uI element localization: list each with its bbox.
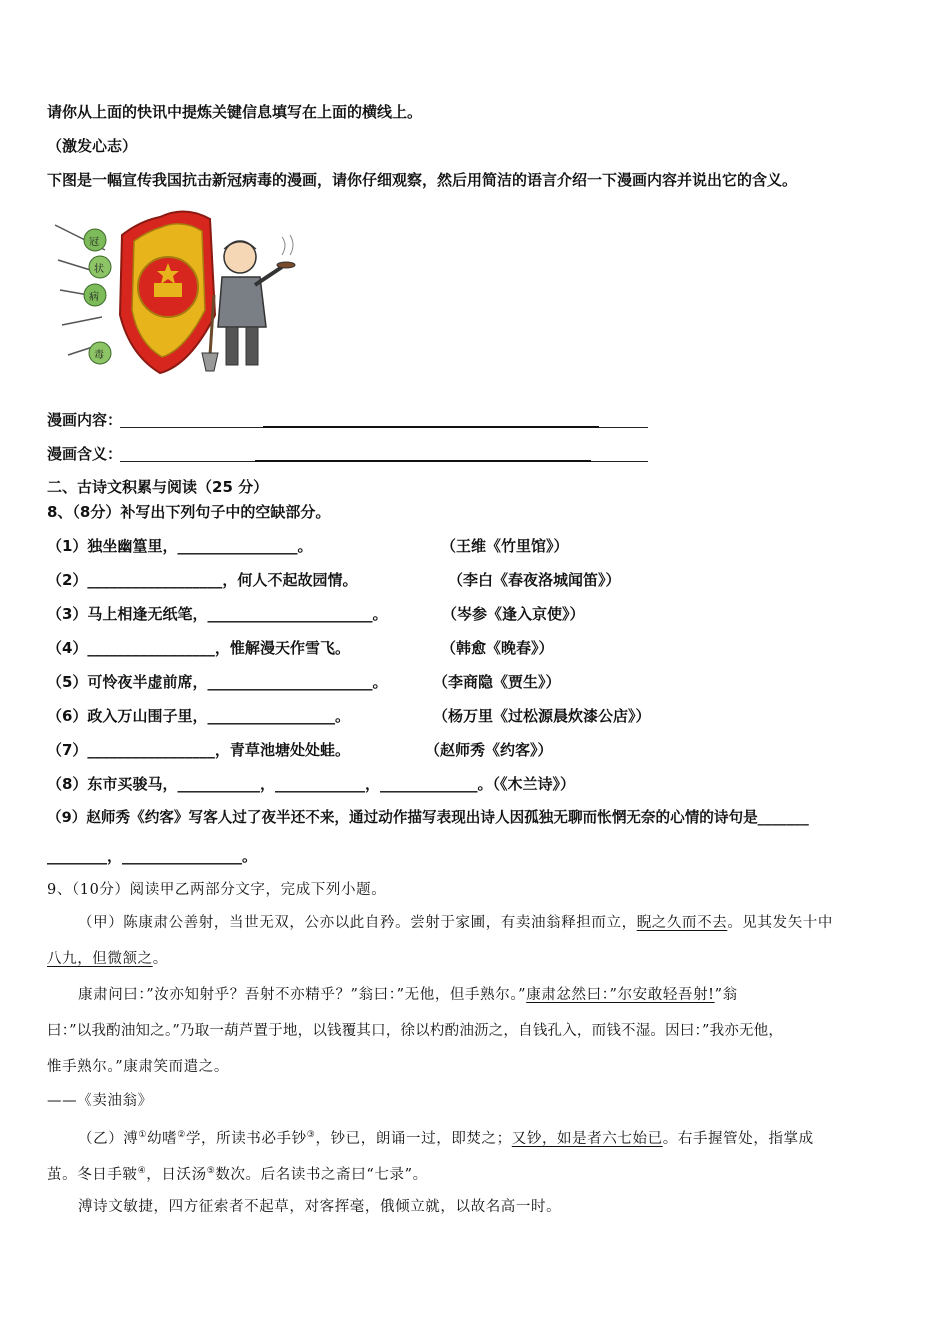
instruction-line-1: 请你从上面的快讯中提炼关键信息填写在上面的横线上。 — [47, 103, 423, 121]
instruction-line-2: 下图是一幅宣传我国抗击新冠病毒的漫画，请你仔细观察，然后用简洁的语言介绍一下漫画内容并说出它的含义。 — [47, 171, 798, 189]
jia-para-1-line-1: （甲）陈康肃公善射，当世无双，公亦以此自矜。尝射于家圃，有卖油翁释担而立，睨之久而不去。见其发矢十中 — [78, 915, 834, 931]
yi-para-1-line-1: （乙）溥①幼嗜②学，所读书必手钞③，钞已，朗诵一过，即焚之；又钞，如是者六七始已。右手握管处，指掌成 — [78, 1130, 814, 1147]
q8-item-5-source: （李商隐《贾生》） — [433, 673, 561, 691]
cartoon-meaning-line-bold — [255, 460, 591, 462]
q8-item-3-source: （岑参《逢入京使》） — [442, 605, 585, 623]
yi-para-2: 溥诗文敏捷，四方征索者不起草，对客挥毫，俄倾立就，以故名高一时。 — [78, 1199, 562, 1215]
virus-char-4: 毒 — [94, 350, 104, 361]
jia-para-2-line-3: 惟手熟尔。”康肃笑而遣之。 — [47, 1059, 229, 1075]
question-8-title: 8、（8分）补写出下列句子中的空缺部分。 — [47, 503, 331, 521]
q8-item-1: （1）独坐幽篁里，________________。 — [47, 537, 313, 555]
q8-item-6-source: （杨万里《过松源晨炊漆公店》） — [433, 707, 651, 725]
jia-para-2-line-2: 曰：”以我酌油知之。”乃取一葫芦置于地，以钱覆其口，徐以杓酌油沥之，自钱孔入，而钱不湿。因曰：”我亦无他， — [47, 1023, 784, 1039]
cartoon-content-line-bold — [263, 426, 599, 428]
q8-item-9-line-2: ________，________________。 — [47, 847, 258, 865]
jia-para-1-line-2: 八九，但微颔之。 — [47, 951, 168, 967]
section-2-title: 二、古诗文积累与阅读（25 分） — [47, 478, 269, 496]
cartoon-man — [202, 235, 295, 371]
jia-source: ——《卖油翁》 — [47, 1093, 153, 1109]
q8-item-6: （6）政入万山围子里，_________________。 — [47, 707, 350, 725]
jia-para-2-line-1: 康肃问曰：”汝亦知射乎？吾射不亦精乎？”翁曰：”无他，但手熟尔。”康肃忿然曰：”尔安敢轻吾射!”翁 — [78, 987, 738, 1003]
virus-char-1: 冠 — [89, 237, 99, 248]
virus-char-3: 病 — [89, 292, 99, 303]
q8-item-2-source: （李白《春夜洛城闻笛》） — [448, 571, 621, 589]
q8-item-2: （2）__________________，何人不起故园情。 — [47, 571, 358, 589]
anti-covid-cartoon — [50, 205, 300, 375]
q8-item-9-line-1: （9）赵师秀《约客》写客人过了夜半还不来，通过动作描写表现出诗人因孤独无聊而怅惘无奈的心情的诗句是_______ — [47, 809, 809, 826]
q8-item-3: （3）马上相逢无纸笔，______________________。 — [47, 605, 388, 623]
q8-item-1-source: （王维《竹里馆》） — [441, 537, 569, 555]
underlined-phrase-4: 又钞，如是者六七始已 — [511, 1130, 663, 1147]
virus-char-2: 状 — [94, 264, 104, 275]
q8-item-7: （7）_________________，青草池塘处处蛙。 — [47, 741, 350, 759]
underlined-phrase-3: 康肃忿然曰：”尔安敢轻吾射! — [526, 987, 715, 1003]
cartoon-meaning-label: 漫画含义： — [47, 445, 123, 463]
yi-para-1-line-2: 茧。冬日手皲④，日沃汤⑤数次。后名读书之斋曰“七录”。 — [47, 1166, 428, 1183]
national-emblem-shield — [120, 211, 215, 373]
q8-item-4-source: （韩愈《晚春》） — [441, 639, 554, 657]
section-subtitle: （激发心志） — [47, 137, 138, 155]
underlined-phrase-1: 睨之久而不去 — [636, 915, 728, 931]
q8-item-7-source: （赵师秀《约客》） — [425, 741, 553, 759]
question-9-title: 9、（10分）阅读甲乙两部分文字，完成下列小题。 — [47, 882, 387, 898]
q8-item-8: （8）东市买骏马，___________，____________，_____________。（《木兰诗》） — [47, 775, 575, 793]
cartoon-content-label: 漫画内容： — [47, 411, 123, 429]
q8-item-5: （5）可怜夜半虚前席，______________________。 — [47, 673, 388, 691]
q8-item-4: （4）_________________，惟解漫天作雪飞。 — [47, 639, 350, 657]
underlined-phrase-2: 八九，但微颔之 — [47, 951, 153, 967]
